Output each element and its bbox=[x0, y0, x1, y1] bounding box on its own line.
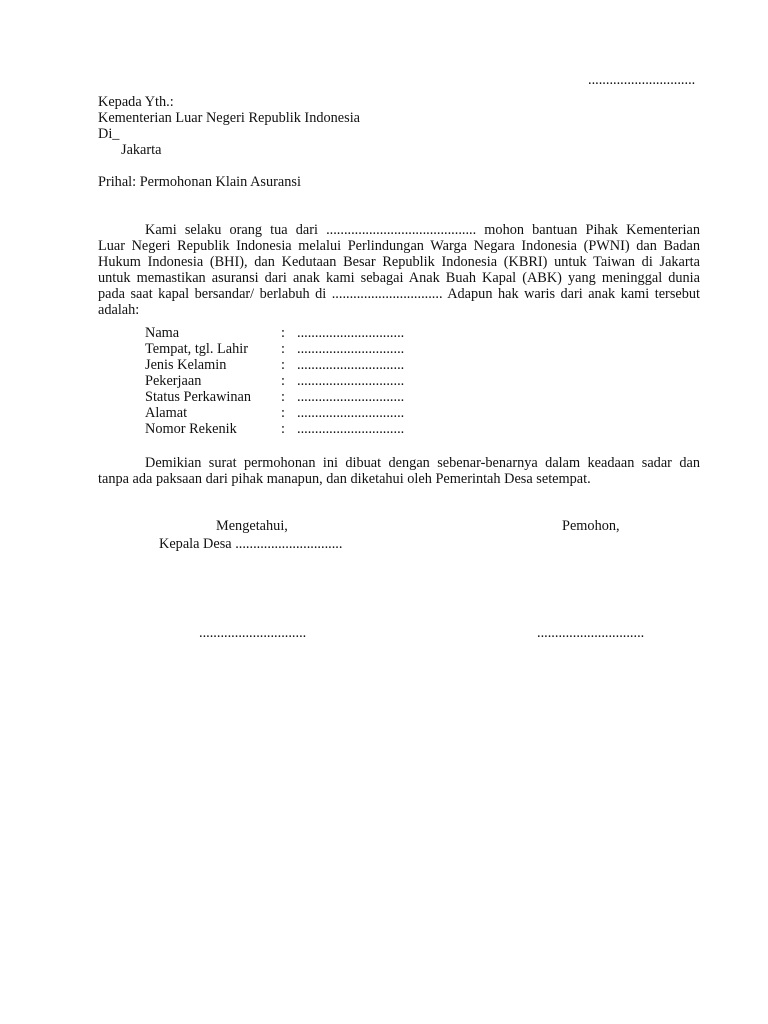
field-value: .............................. bbox=[297, 341, 405, 357]
field-value: .............................. bbox=[297, 357, 405, 373]
field-label: Tempat, tgl. Lahir bbox=[145, 341, 249, 357]
field-label: Status Perkawinan bbox=[145, 389, 252, 405]
signature-right-heading: Pemohon, bbox=[562, 518, 620, 534]
letter-subject: Prihal: Permohonan Klain Asuransi bbox=[98, 174, 301, 190]
field-colon: : bbox=[281, 373, 285, 389]
closing-line: tanpa ada paksaan dari pihak manapun, dan diketahui oleh Pemerintah Desa setempat. bbox=[98, 471, 591, 487]
field-colon: : bbox=[281, 421, 285, 437]
field-nama bbox=[145, 325, 445, 341]
field-value: .............................. bbox=[297, 373, 405, 389]
field-label: Nama bbox=[145, 325, 180, 341]
date-placeholder: .............................. bbox=[588, 72, 696, 88]
body-line: Hukum Indonesia (BHI), dan Kedutaan Besar Republik Indonesia (KBRI) untuk Taiwan di Jakarta bbox=[98, 254, 700, 270]
field-colon: : bbox=[281, 341, 285, 357]
recipient-greeting: Kepada Yth.: bbox=[98, 94, 174, 110]
field-tempat-tgl-lahir bbox=[145, 341, 445, 357]
field-alamat bbox=[145, 405, 445, 421]
signature-right-name-placeholder: .............................. bbox=[537, 625, 645, 641]
body-line: Luar Negeri Republik Indonesia melalui Perlindungan Warga Negara Indonesia (PWNI) dan Badan bbox=[98, 238, 700, 254]
body-line: pada saat kapal bersandar/ berlabuh di ............................... Adapun hak waris dari anak kami tersebut bbox=[98, 286, 700, 302]
field-label: Jenis Kelamin bbox=[145, 357, 227, 373]
field-pekerjaan bbox=[145, 373, 445, 389]
field-nomor-rekenik bbox=[145, 421, 445, 437]
body-line: Kami selaku orang tua dari .......................................... mohon bantuan Pihak Kementerian bbox=[145, 222, 700, 238]
field-colon: : bbox=[281, 357, 285, 373]
field-status-perkawinan bbox=[145, 389, 445, 405]
field-value: .............................. bbox=[297, 389, 405, 405]
closing-line: Demikian surat permohonan ini dibuat dengan sebenar-benarnya dalam keadaan sadar dan bbox=[145, 455, 700, 471]
body-line: untuk memastikan asuransi dari anak kami sebagai Anak Buah Kapal (ABK) yang meninggal dunia bbox=[98, 270, 700, 286]
field-label: Alamat bbox=[145, 405, 188, 421]
recipient-di: Di_ bbox=[98, 126, 120, 142]
recipient-organization: Kementerian Luar Negeri Republik Indonesia bbox=[98, 110, 361, 126]
signature-left-heading: Mengetahui, bbox=[216, 518, 288, 534]
field-value: .............................. bbox=[297, 405, 405, 421]
field-jenis-kelamin bbox=[145, 357, 445, 373]
field-value: .............................. bbox=[297, 421, 405, 437]
recipient-city: Jakarta bbox=[121, 142, 162, 158]
field-value: .............................. bbox=[297, 325, 405, 341]
signature-left-subheading: Kepala Desa .............................. bbox=[159, 536, 343, 552]
field-colon: : bbox=[281, 389, 285, 405]
field-label: Pekerjaan bbox=[145, 373, 202, 389]
field-label: Nomor Rekenik bbox=[145, 421, 237, 437]
signature-left-name-placeholder: .............................. bbox=[199, 625, 307, 641]
field-colon: : bbox=[281, 405, 285, 421]
field-colon: : bbox=[281, 325, 285, 341]
body-line: adalah: bbox=[98, 302, 140, 318]
